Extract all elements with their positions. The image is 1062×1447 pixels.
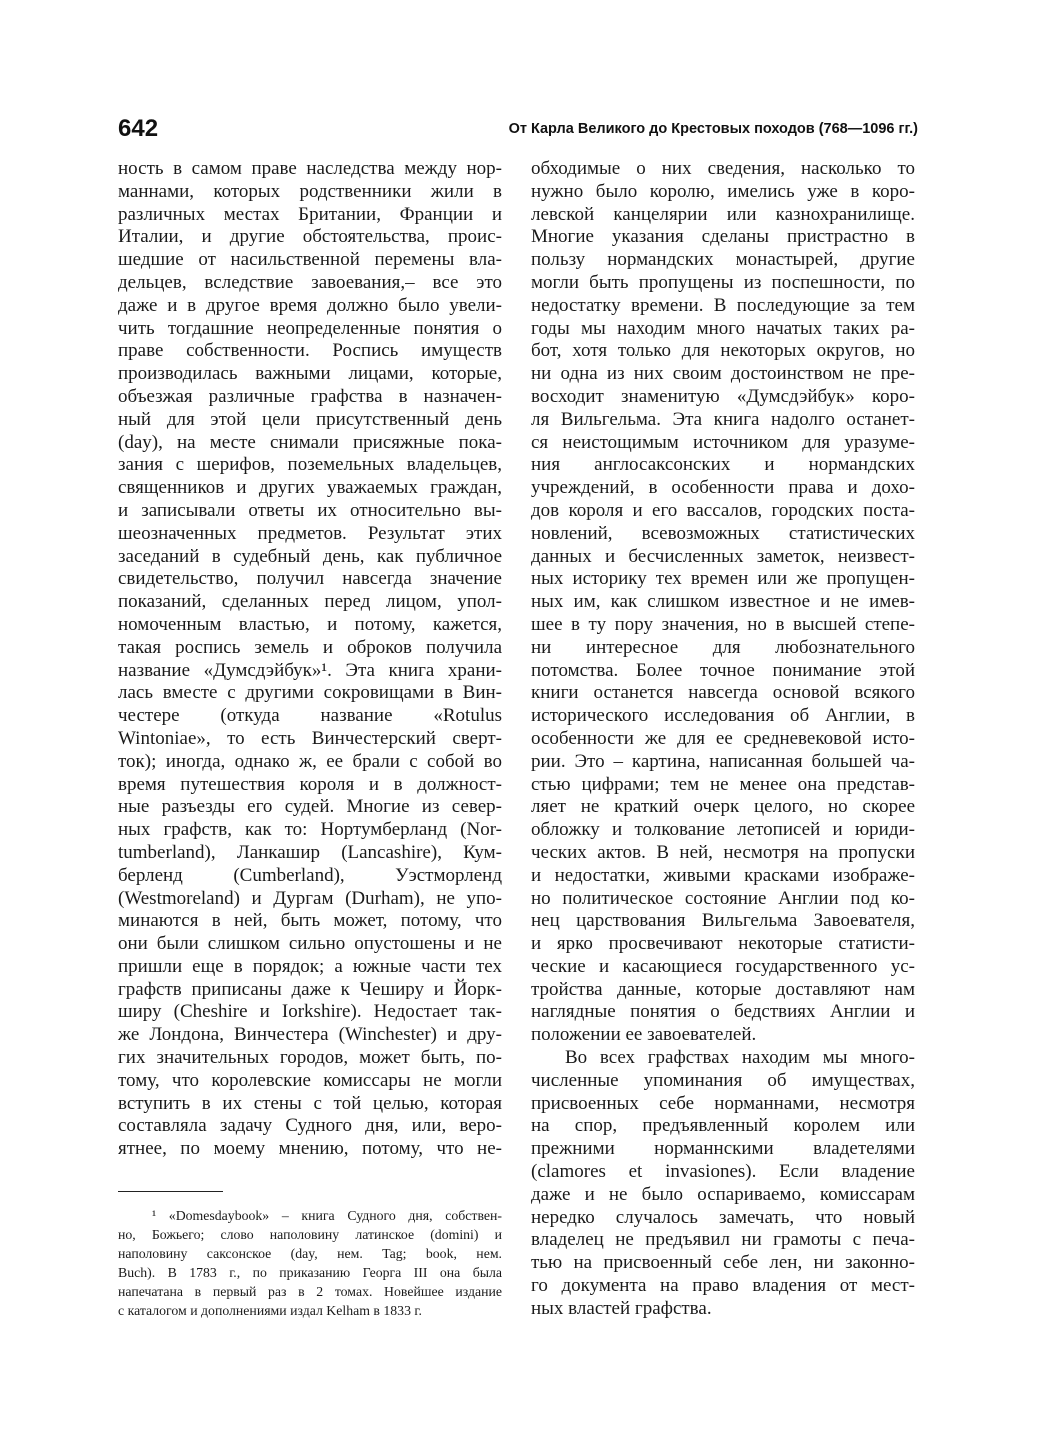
text-line: положении ее завоевателей.	[531, 1024, 757, 1046]
text-line: шедшие от насильственной перемены вла-	[118, 249, 502, 271]
text-line: различных местах Британии, Франции и	[118, 203, 502, 225]
text-line: такая роспись земель и оброков получила	[118, 636, 502, 658]
text-line: го документа на право владения от мест-	[531, 1275, 915, 1297]
text-line: ля Вильгельма. Эта книга надолго останет-	[531, 408, 915, 430]
text-line: Wintoniae», то есть Винчестерский сверт-	[118, 727, 502, 749]
text-line: ния англосаксонских и нормандских	[531, 454, 915, 476]
text-line: ность в самом праве наследства между нор-	[118, 158, 502, 179]
text-line: нередко случалось замечать, что новый	[531, 1206, 915, 1228]
text-line: графств приписаны даже к Чеширу и Йорк-	[118, 978, 502, 1000]
text-line: шее в ту пору значения, но в высшей степе-	[531, 613, 915, 635]
text-line: ных графств, как то: Нортумберланд (Nor-	[118, 819, 502, 841]
text-line: рии. Это – картина, написанная большей ча-	[531, 750, 915, 772]
text-line: годы мы находим много начатых таких ра-	[531, 317, 915, 339]
text-line: наглядные понятия о бедствиях Англии и	[531, 1001, 915, 1023]
text-line: чить тогдашние неопределенные понятия о	[118, 317, 502, 339]
page-number: 642	[118, 115, 159, 142]
text-line: но политическое состояние Англии под ко-	[531, 887, 915, 909]
text-line: могли быть пропущены из поспешности, по	[531, 271, 915, 293]
footnote	[118, 1206, 502, 1320]
text-line: шеозначенных предметов. Результат этих	[118, 522, 502, 544]
text-line: Во всех графствах находим мы много-	[565, 1047, 915, 1069]
text-line: ный для этой цели присутственный день	[118, 408, 502, 430]
text-line: дельцев, вследствие завоевания,– все это	[118, 271, 502, 293]
text-line: ширу (Cheshire и Iorkshire). Недостает так-	[118, 1001, 502, 1023]
footnote-line: Buch). В 1783 г., по приказанию Георга III она была	[118, 1265, 502, 1280]
text-line: минаются в ней, быть может, потому, что	[118, 910, 502, 932]
text-line: и записывали ответы их относительно вы-	[118, 499, 502, 521]
text-line: даже и не было оспариваемо, комиссарам	[531, 1183, 915, 1205]
text-line: тому, что королевские комиссары не могли	[118, 1069, 502, 1091]
text-line: свидетельство, получил навсегда значение	[118, 568, 502, 590]
footnote-line: напечатана в первый раз в 2 томах. Новейшее издание	[118, 1284, 502, 1299]
text-line: восходит знаменитую «Думсдэйбук» коро-	[531, 385, 915, 407]
text-line: данных и бесчисленных заметок, неизвест-	[531, 545, 915, 567]
text-line: ятнее, по моему мнению, потому, что не-	[118, 1138, 502, 1160]
text-line: время путешествия короля и в должност-	[118, 773, 502, 795]
text-line: ных властей графства.	[531, 1297, 712, 1319]
text-line: особенности же для ее средневековой исто-	[531, 727, 915, 749]
text-line: составляла задачу Судного дня, или, веро-	[118, 1115, 502, 1137]
text-line: лась вместе с другими сокровищами в Вин-	[118, 682, 502, 704]
text-line: нужно было королю, имелись уже в коро-	[531, 180, 915, 202]
footnote-line: наполовину саксонское (day, нем. Tag; book, нем.	[118, 1246, 502, 1261]
text-line: производилась важными лицами, которые,	[118, 363, 502, 385]
text-line: ных историку тех времен или же пропущен-	[531, 568, 915, 590]
text-line: ческих актов. В ней, несмотря на пропуски	[531, 841, 915, 863]
left-column	[118, 158, 502, 1161]
text-line: показаний, сделанных перед лицом, упол-	[118, 591, 502, 613]
text-line: обложку и толкование летописей и юриди-	[531, 819, 915, 841]
text-line: гих значительных городов, может быть, по-	[118, 1047, 502, 1069]
text-line: ные разъезды его судей. Многие из север-	[118, 796, 502, 818]
text-line: название «Думсдэйбук»¹. Эта книга храни-	[118, 659, 502, 681]
text-line: исторического исследования об Англии, в	[531, 705, 915, 727]
text-line: потомства. Более точное понимание этой	[531, 659, 915, 681]
text-line: ток); иногда, однако ж, ее брали с собой во	[118, 750, 502, 772]
text-line: учреждений, в особенности права и дохо-	[531, 477, 915, 499]
text-line: владелец не предъявил ни грамоты с печа-	[531, 1229, 915, 1251]
text-line: левской канцелярии или казнохранилище.	[531, 203, 915, 225]
text-line: маннами, которых родственники жили в	[118, 180, 502, 202]
text-line: заседаний в судебный день, как публичное	[118, 545, 502, 567]
text-line: бот, хотя только для некоторых округов, но	[531, 340, 915, 362]
text-line: даже и в другое время должно было увели-	[118, 294, 502, 316]
footnote-line: но, Божьего; слово наполовину латинское (domini) и	[118, 1227, 502, 1242]
text-line: tumberland), Ланкашир (Lancashire), Кум-	[118, 841, 502, 863]
text-line: обходимые о них сведения, насколько то	[531, 158, 915, 179]
text-line: (Westmoreland) и Дургам (Durham), не упо-	[118, 887, 502, 909]
text-line: ни интересное для любознательного	[531, 636, 915, 658]
text-line: Многие указания сделаны пристрастно в	[531, 226, 915, 248]
text-line: присвоенных себе норманнами, несмотря	[531, 1092, 915, 1114]
text-line: священников и других уважаемых граждан,	[118, 477, 502, 499]
text-line: дов короля и его вассалов, городских поста-	[531, 499, 915, 521]
text-line: ляет не краткий очерк целого, но скорее	[531, 796, 915, 818]
text-line: вступить в их стены с той целью, которая	[118, 1092, 502, 1114]
text-line: книги останется навсегда основой всякого	[531, 682, 915, 704]
text-line: ся неистощимым источником для уразуме-	[531, 431, 915, 453]
text-line: зания с шерифов, поземельных владельцев,	[118, 454, 502, 476]
text-line: Италии, и другие обстоятельства, проис-	[118, 226, 502, 248]
text-line: объезжая различные графства в назначен-	[118, 385, 502, 407]
text-line: и ярко просвечивают некоторые статисти-	[531, 933, 915, 955]
text-line: ных им, как слишком известное и не имев-	[531, 591, 915, 613]
text-line: тройства данные, которые доставляют нам	[531, 978, 915, 1000]
text-line: пользу нормандских монастырей, другие	[531, 249, 915, 271]
text-line: ни одна из них своим достоинством не пре-	[531, 363, 915, 385]
text-line: и недостатки, живыми красками изображе-	[531, 864, 915, 886]
text-line: берленд (Cumberland), Уэстморленд	[118, 864, 502, 886]
footnote-line: ¹ «Domesdaybook» – книга Судного дня, собствен-	[152, 1208, 502, 1223]
text-line: новлений, всевозможных статистических	[531, 522, 915, 544]
text-line: номоченным властью, и потому, кажется,	[118, 613, 502, 635]
text-line: на спор, предъявленный королем или	[531, 1115, 915, 1137]
text-line: же Лондона, Винчестера (Winchester) и дру-	[118, 1024, 502, 1046]
text-line: праве собственности. Роспись имуществ	[118, 340, 502, 362]
text-line: недостатку времени. В последующие за тем	[531, 294, 915, 316]
text-line: (day), на месте снимали присяжные пока-	[118, 431, 502, 453]
text-line: тью на присвоенный себе лен, ни законно-	[531, 1252, 915, 1274]
footnote-line: с каталогом и дополнениями издал Kelham в 1833 г.	[118, 1303, 422, 1318]
text-line: пришли еще в порядок; а южные части тех	[118, 955, 502, 977]
text-line: нец царствования Вильгельма Завоевателя,	[531, 910, 915, 932]
text-line: прежними норманнскими владетелями	[531, 1138, 915, 1160]
text-line: честере (откуда название «Rotulus	[118, 705, 502, 727]
running-title: От Карла Великого до Крестовых походов (768—1096 гг.)	[508, 121, 918, 137]
footnote-divider	[118, 1191, 223, 1192]
text-line: численные упоминания об имуществах,	[531, 1069, 915, 1091]
text-line: они были слишком сильно опустошены и не	[118, 933, 502, 955]
text-line: стью цифрами; тем не менее она представ-	[531, 773, 915, 795]
text-line: (clamores et invasiones). Если владение	[531, 1161, 915, 1183]
text-line: ческие и касающиеся государственного ус-	[531, 955, 915, 977]
page-header	[118, 114, 918, 150]
right-column	[531, 158, 915, 1321]
